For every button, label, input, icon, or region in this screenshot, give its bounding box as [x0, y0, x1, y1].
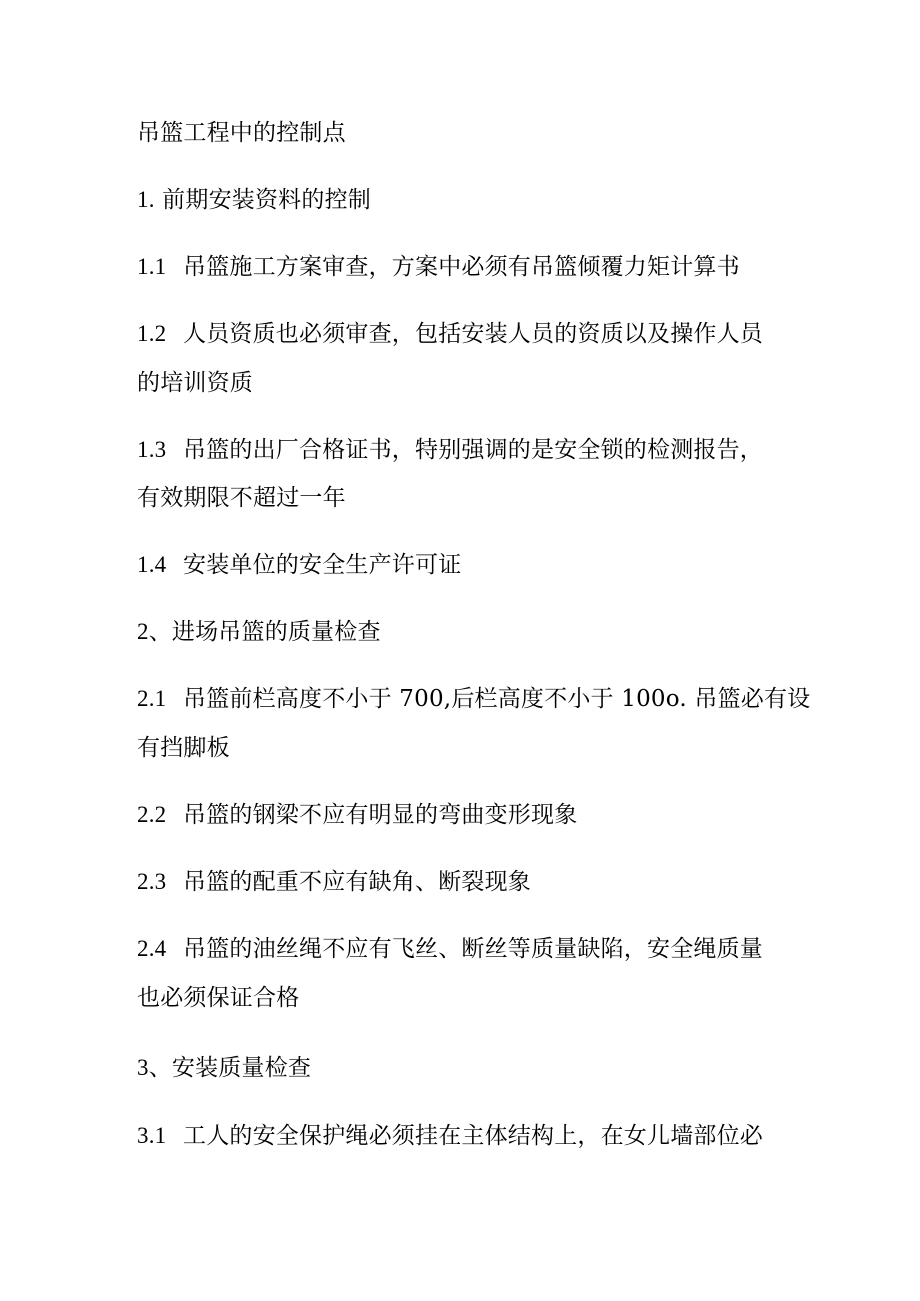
heading-number: 1. — [137, 187, 155, 212]
document-title: 吊篮工程中的控制点 — [137, 120, 346, 146]
item-1-1 — [137, 251, 797, 283]
item-text: 吊篮前栏高度不小于 700,后栏高度不小于 100o. 吊篮必有设 — [183, 686, 811, 712]
item-2-2 — [137, 799, 797, 831]
heading-text: 进场吊篮的质量检查 — [171, 619, 381, 645]
item-number: 2.1 — [137, 686, 167, 711]
item-1-4 — [137, 549, 797, 581]
item-text: 吊篮的钢梁不应有明显的弯曲变形现象 — [183, 802, 578, 828]
item-number: 1.1 — [137, 254, 167, 279]
item-2-1 — [137, 683, 811, 715]
heading-text: 安装质量检查 — [171, 1055, 312, 1081]
heading-1 — [137, 184, 797, 216]
item-text: 工人的安全保护绳必须挂在主体结构上，在女儿墙部位必 — [183, 1123, 763, 1149]
item-2-4-continuation: 也必须保证合格 — [137, 985, 300, 1011]
heading-3 — [137, 1052, 797, 1084]
item-2-1-continuation: 有挡脚板 — [137, 735, 230, 761]
item-number: 1.4 — [137, 552, 167, 577]
item-1-3 — [137, 434, 797, 466]
item-number: 1.2 — [137, 321, 167, 346]
item-number: 3.1 — [137, 1123, 167, 1148]
item-2-4 — [137, 933, 797, 965]
item-text: 人员资质也必须审查，包括安装人员的资质以及操作人员 — [183, 321, 763, 347]
item-number: 2.2 — [137, 802, 167, 827]
item-2-3 — [137, 866, 797, 898]
heading-number: 2、 — [137, 619, 172, 644]
item-text: 吊篮的配重不应有缺角、断裂现象 — [183, 869, 531, 895]
heading-2 — [137, 616, 797, 648]
item-1-3-continuation: 有效期限不超过一年 — [137, 485, 346, 511]
item-text: 吊篮施工方案审查，方案中必须有吊篮倾覆力矩计算书 — [183, 254, 740, 280]
item-number: 2.3 — [137, 869, 167, 894]
heading-number: 3、 — [137, 1055, 172, 1080]
heading-text: 前期安装资料的控制 — [154, 187, 371, 213]
item-text: 吊篮的油丝绳不应有飞丝、断丝等质量缺陷，安全绳质量 — [183, 936, 763, 962]
item-text: 吊篮的出厂合格证书，特别强调的是安全锁的检测报告， — [183, 437, 763, 463]
item-1-2-continuation: 的培训资质 — [137, 370, 253, 396]
item-text: 安装单位的安全生产许可证 — [183, 552, 462, 578]
item-number: 1.3 — [137, 437, 167, 462]
item-number: 2.4 — [137, 936, 167, 961]
item-3-1 — [137, 1120, 797, 1152]
item-1-2 — [137, 318, 797, 350]
